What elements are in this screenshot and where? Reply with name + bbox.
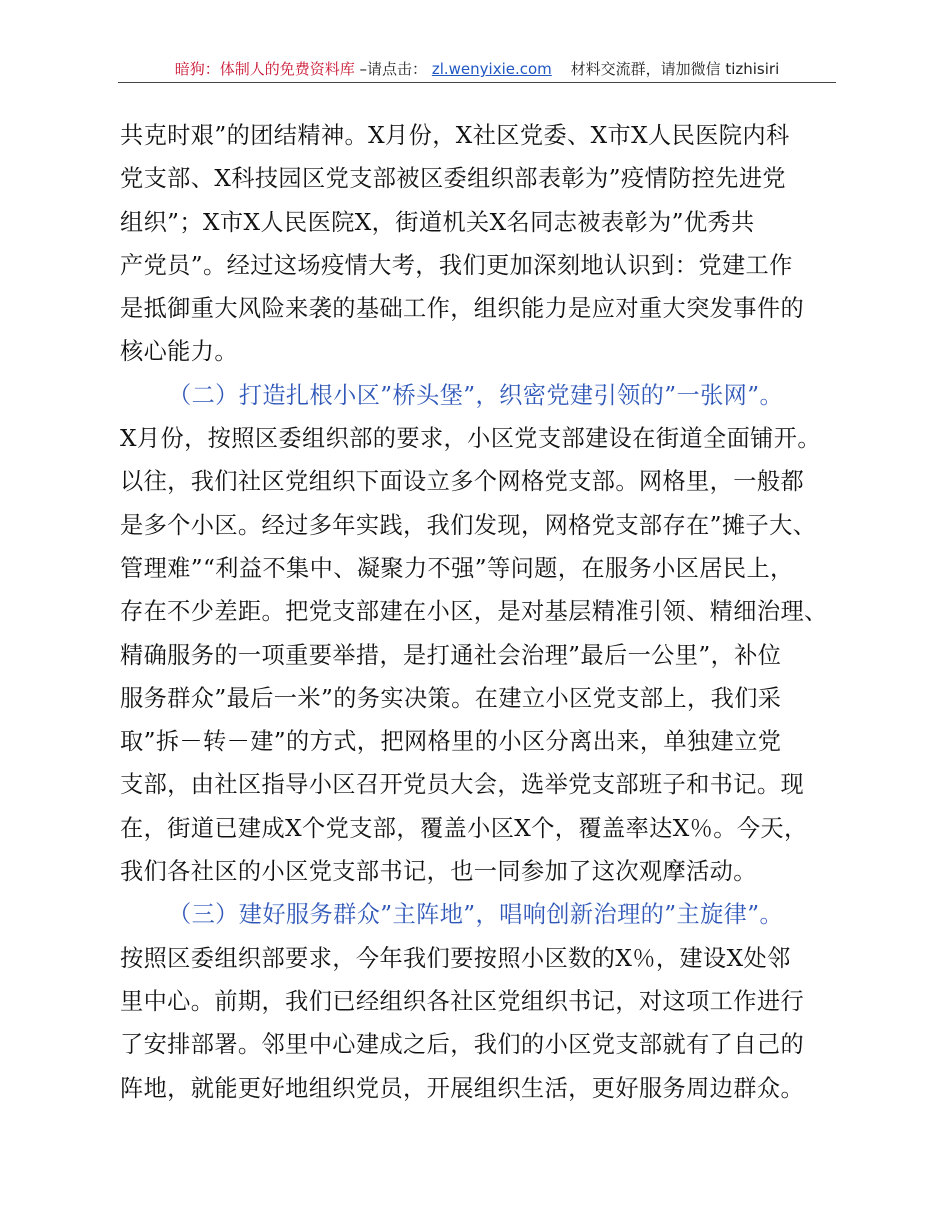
body-text-line: 阵地，就能更好地组织党员，开展组织生活，更好服务周边群众。 [120,1074,805,1102]
body-text-line: 管理难”“利益不集中、凝聚力不强”等问题，在服务小区居民上， [120,554,794,582]
body-text-line: 组织”；X市X人民医院X，街道机关X名同志被表彰为”优秀共 [120,208,755,236]
body-text-line: 党支部、X科技园区党支部被区委组织部表彰为”疫情防控先进党 [120,165,787,193]
body-text-line: X月份，按照区委组织部的要求，小区党支部建设在街道全面铺开。 [120,425,821,453]
body-text-line: 在，街道已建成X个党支部，覆盖小区X个，覆盖率达X％。今天， [120,814,808,842]
body-text-line: 是抵御重大风险来袭的基础工作，组织能力是应对重大突发事件的 [120,295,805,323]
section-heading: （二）打造扎根小区”桥头堡”，织密党建引领的”一张网”。 [168,381,784,409]
body-text-line: 核心能力。 [120,338,238,366]
body-text-line: 以往，我们社区党组织下面设立多个网格党支部。网格里，一般都 [120,468,805,496]
body-text-line: 精确服务的一项重要举措，是打通社会治理”最后一公里”，补位 [120,641,782,669]
body-text-line: 服务群众”最后一米”的务实决策。在建立小区党支部上，我们采 [120,684,782,712]
body-text-line: 了安排部署。邻里中心建成之后，我们的小区党支部就有了自己的 [120,1031,805,1059]
body-text-line: 是多个小区。经过多年实践，我们发现，网格党支部存在”摊子大、 [120,511,817,539]
body-text-line: 我们各社区的小区党支部书记，也一同参加了这次观摩活动。 [120,858,757,886]
body-text-line: 共克时艰”的团结精神。X月份，X社区党委、X市X人民医院内科 [120,122,790,149]
body-text-line: 按照区委组织部要求，今年我们要按照小区数的X％，建设X处邻 [120,944,791,972]
page-header [118,56,836,82]
body-text-line: 取”拆－转－建”的方式，把网格里的小区分离出来，单独建立党 [120,728,782,756]
header-brand: 暗狗：体制人的免费资料库 [174,60,355,78]
body-text-line: 存在不少差距。把党支部建在小区，是对基层精准引领、精细治理、 [120,598,828,626]
body-text-line: 里中心。前期，我们已经组织各社区党组织书记，对这项工作进行 [120,987,805,1015]
body-text-line: 支部，由社区指导小区召开党员大会，选举党支部班子和书记。现 [120,771,805,799]
body-text-line: 产党员”。经过这场疫情大考，我们更加深刻地认识到：党建工作 [120,251,793,279]
section-heading: （三）建好服务群众”主阵地”，唱响创新治理的”主旋律”。 [168,901,784,929]
header-prompt: –请点击： [359,60,428,78]
header-link[interactable]: zl.wenyixie.com [431,60,552,78]
document-body [120,114,840,1110]
header-divider [118,82,836,83]
header-note: 材料交流群，请加微信 tizhisiri [570,60,780,78]
